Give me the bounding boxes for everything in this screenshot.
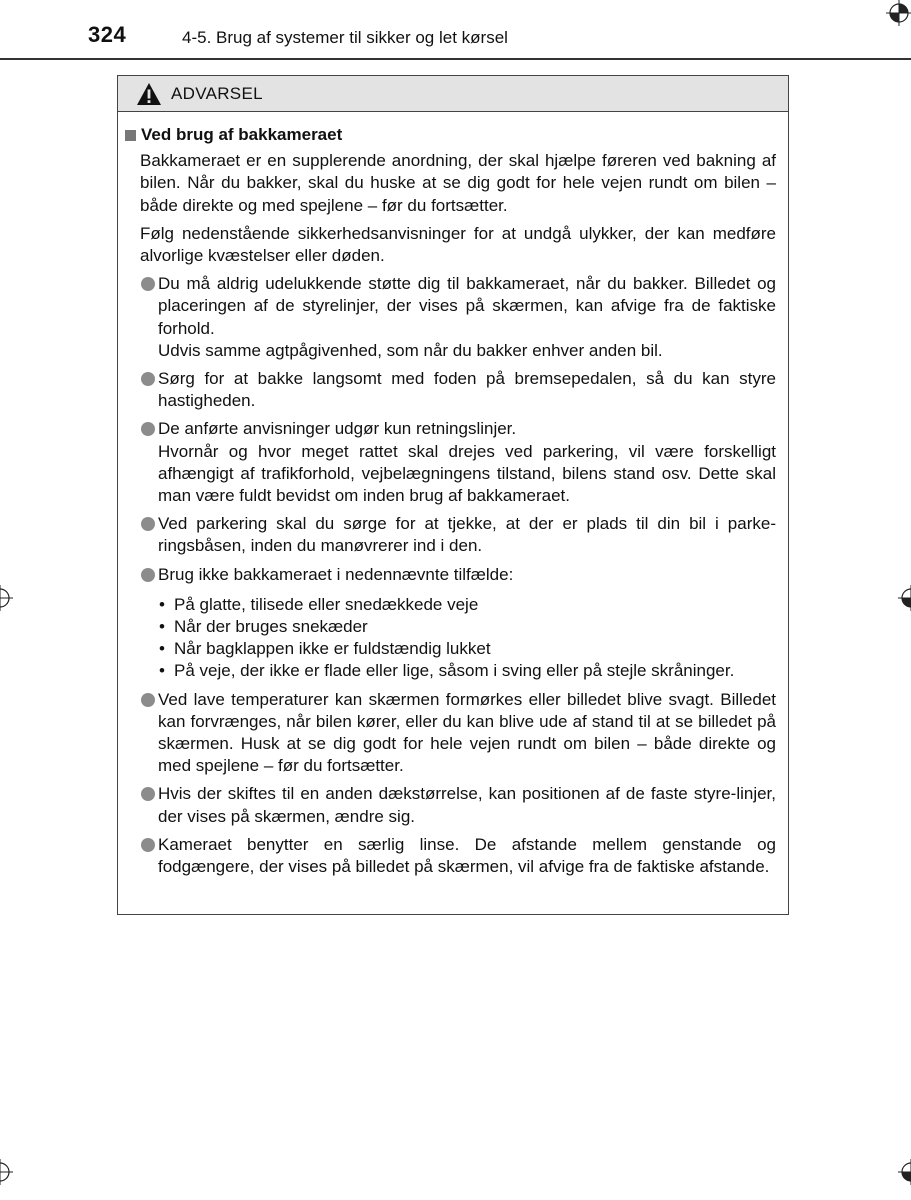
circle-bullet-icon [141, 372, 155, 386]
section-title: Ved brug af bakkameraet [141, 125, 343, 144]
warning-box [117, 75, 789, 915]
sub-list-item-text: Når der bruges snekæder [174, 617, 368, 637]
circle-bullet-icon [141, 787, 155, 801]
circle-bullet-icon [141, 838, 155, 852]
sub-list-item-text: På glatte, tilisede eller snedækkede veje [174, 594, 479, 614]
list-item-text: Kameraet benytter en særlig linse. De afstande mellem genstande og fodgængere, der vises på billedet på skærmen, vil afvige fra de faktiske afstande. [158, 834, 776, 877]
sub-list-item: • På glatte, tilisede eller snedækkede veje [159, 594, 479, 614]
list-item-text: Ved lave temperaturer kan skærmen formørkes eller billedet blive svagt. Billedet kan forvrænges, når bilen kører, eller du kan blive ude af stand til at se billedet på skærmen. Husk at se dig godt for hele vejen rundt om bilen – både direkte og med spejlene – før du fortsætter. [158, 689, 776, 776]
running-head: 4-5. Brug af systemer til sikker og let kørsel [182, 28, 508, 47]
list-item-text: Brug ikke bakkameraet i nedennævnte tilfælde: [158, 564, 514, 584]
circle-bullet-icon [141, 568, 155, 582]
warning-triangle-icon [136, 82, 162, 106]
section-heading [124, 124, 776, 146]
list-item [124, 783, 776, 827]
sub-list-item: • Når der bruges snekæder [159, 617, 368, 637]
sub-list-item-text: Når bagklappen ikke er fuldstændig lukket [174, 639, 491, 659]
sub-list-item-text: På veje, der ikke er flade eller lige, såsom i sving eller på stejle skråninger. [174, 661, 735, 681]
list-item-text: Hvis der skiftes til en anden dækstørrelse, kan positionen af de faste styre-linjer, der vises på skærmen, ændre sig. [158, 784, 776, 826]
page-number: 324 [88, 22, 127, 47]
square-bullet-icon [125, 130, 136, 141]
circle-bullet-icon [141, 277, 155, 291]
intro-paragraph: Følg nedenstående sikkerhedsanvisninger for at undgå ulykker, der kan medføre alvorlige kvæstelser eller døden. [140, 223, 776, 266]
sub-list [158, 594, 776, 683]
registration-mark-icon [898, 585, 911, 611]
registration-mark-icon [0, 585, 13, 611]
warning-body [118, 112, 788, 878]
registration-mark-icon [898, 1159, 911, 1185]
registration-mark-icon [0, 1159, 13, 1185]
warning-title: ADVARSEL [171, 83, 263, 103]
sub-list-item: • Når bagklappen ikke er fuldstændig lukket [159, 639, 491, 659]
list-item [124, 689, 776, 778]
list-item-text: Du må aldrig udelukkende støtte dig til bakkameraet, når du bakker. Billedet og placeringen af de styrelinjer, der vises på skærmen, kan afvige fra de faktiske forhold. [158, 274, 776, 338]
list-item [124, 273, 776, 362]
list-item-text: De anførte anvisninger udgør kun retningslinjer. [158, 419, 517, 439]
list-item [124, 418, 776, 507]
sub-list-item: • På veje, der ikke er flade eller lige, såsom i sving eller på stejle skråninger. [159, 661, 735, 681]
circle-bullet-icon [141, 422, 155, 436]
warning-header [118, 76, 788, 112]
list-item-text: Ved parkering skal du sørge for at tjekke, at der er plads til din bil i parke-ringsbåsen, inden du manøvrerer ind i den. [158, 514, 776, 556]
intro-paragraph: Bakkameraet er en supplerende anordning, der skal hjælpe føreren ved bakning af bilen. Når du bakker, skal du huske at se dig godt for hele vejen rundt om bilen – både direkte og med spejlene – før du fortsætter. [140, 151, 776, 215]
list-item-text: Hvornår og hvor meget rattet skal drejes ved parkering, vil være forskelligt afhængigt af trafikforhold, vejbelægningens tilstand, bilens stand osv. Dette skal man være fuldt bevidst om inden brug af bakkameraet. [158, 441, 776, 506]
list-item [124, 564, 776, 683]
list-item [124, 513, 776, 557]
list-item [124, 834, 776, 878]
list-item-text: Udvis samme agtpågivenhed, som når du bakker enhver anden bil. [158, 340, 663, 360]
circle-bullet-icon [141, 693, 155, 707]
registration-mark-icon [886, 0, 911, 26]
list-item-text: Sørg for at bakke langsomt med foden på bremsepedalen, så du kan styre hastigheden. [158, 369, 776, 411]
circle-bullet-icon [141, 517, 155, 531]
header-rule [0, 58, 911, 60]
list-item [124, 368, 776, 412]
